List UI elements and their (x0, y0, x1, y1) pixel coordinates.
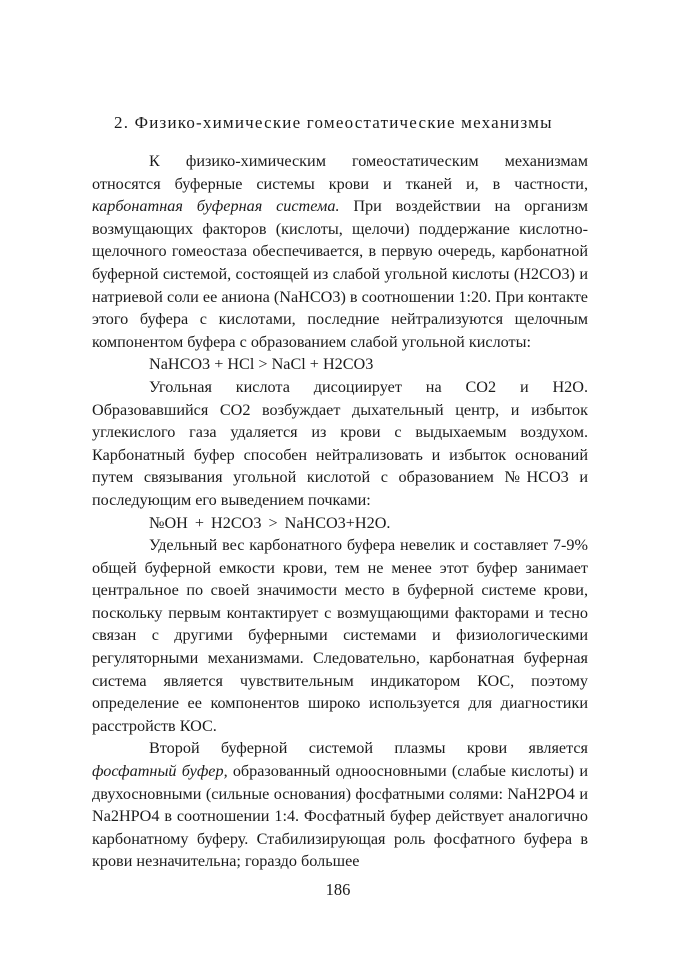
paragraph-phosphate-buffer (92, 737, 588, 873)
paragraph-carbonic-acid: Угольная кислота дисоциирует на CO2 и H2O. Образовавшийся CO2 возбуждает дыхательный центр, и избыток углекислого газа удаляется из крови с выдыхаемым воздухом. Карбонатный буфер способен нейтрализовать и избыток оснований путем связывания угольной кислотой с образованием №HCO3 и последующим его выведением почками: (92, 377, 588, 509)
italic-term-carbonate-buffer: карбонатная буферная система. (92, 197, 340, 216)
reaction-formula-base-neutralization: №OH + H2CO3 > NaHCO3+H2O. (149, 513, 391, 532)
paragraph-text: образованный одноосновными (слабые кислоты) и двухосновными (сильные основания) фосфатными солями: NaH2PO4 и Na2HPO4 в соотношении 1:4. Фосфатный буфер действует аналогично карбонатному буферу. Стабилизирующая роль фосфатного буфера в крови незначительна; гораздо большее (92, 762, 589, 871)
paragraph-carbonate-intro (92, 150, 588, 353)
paragraph-text: При воздействии на организм возмущающих факторов (кислоты, щелочи) поддержание кислотно-щелочного гомеостаза обеспечивается, в первую очередь, карбонатной буферной системой, состоящей из слабой угольной кислоты (H2CO3) и натриевой соли ее аниона (NaHCO3) в соотношении 1:20. При контакте этого буфера с кислотами, последние нейтрализуются щелочным компонентом буфера с образованием слабой угольной кислоты: (92, 197, 588, 351)
section-heading: 2. Физико-химические гомеостатические механизмы (114, 113, 553, 132)
paragraph-text: К физико-химическим гомеостатическим механизмам относятся буферные системы крови и тканей и, в частности, (92, 152, 588, 193)
italic-term-phosphate-buffer: фосфатный буфер, (92, 762, 228, 781)
reaction-formula-acid-neutralization: NaHCO3 + HCl > NaCl + H2CO3 (149, 355, 374, 374)
page-number: 186 (325, 880, 351, 899)
body-text (92, 150, 588, 873)
paragraph-carbonate-weight: Удельный вес карбонатного буфера невелик и составляет 7-9% общей буферной емкости крови, тем не менее этот буфер занимает центральное по своей значимости место в буферной системе крови, поскольку первым контактирует с возмущающими факторами и тесно связан с другими буферными системами и физиологическими регуляторными механизмами. Следовательно, карбонатная буферная система является чувствительным индикатором КОС, поэтому определение ее компонентов широко используется для диагностики расстройств КОС. (92, 536, 588, 735)
paragraph-text: Второй буферной системой плазмы крови является (149, 739, 588, 758)
